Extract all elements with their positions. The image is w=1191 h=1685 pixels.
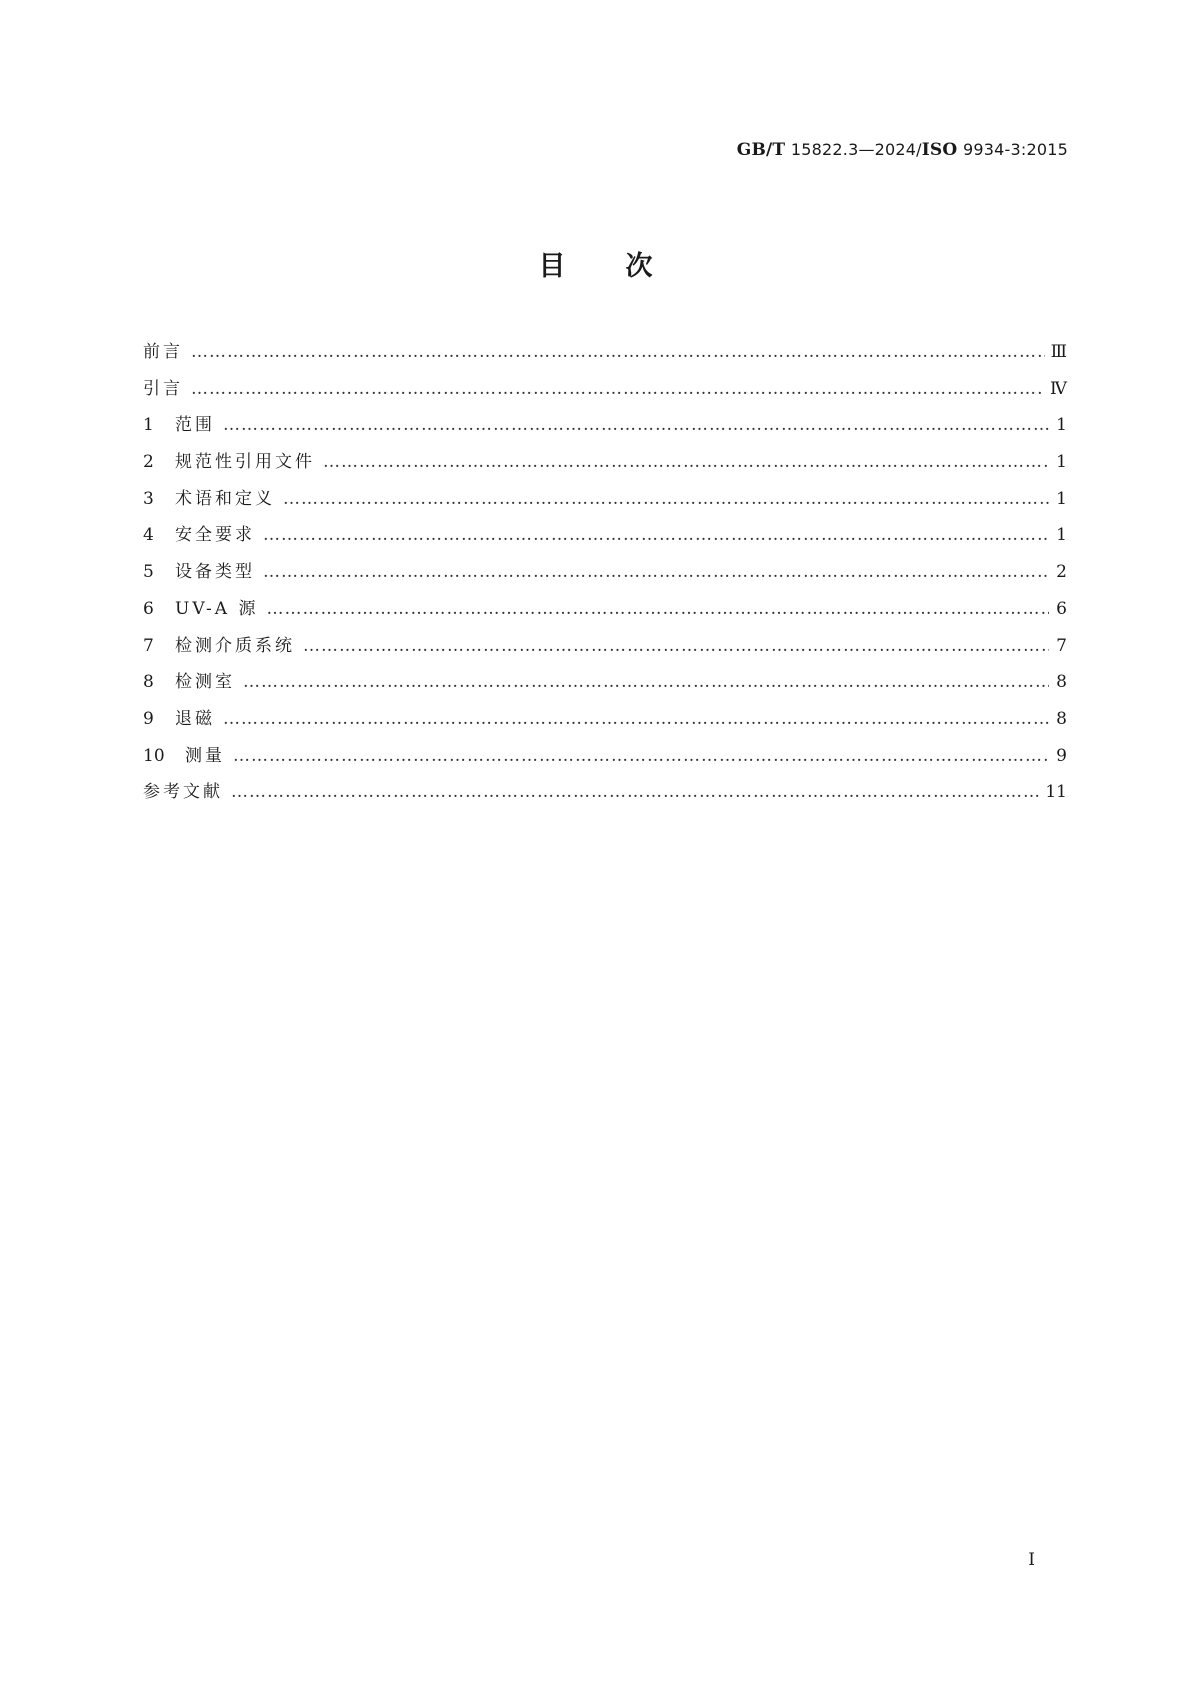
toc-item-number: 2 [143,452,154,473]
toc-item-number: 8 [143,672,154,693]
toc-item-demagnetization[interactable] [143,704,1067,741]
toc-item-page: Ⅲ [1050,342,1067,362]
toc-item-introduction[interactable] [143,374,1067,411]
toc-item-label: 规范性引用文件 [175,452,315,473]
dot-leader [323,452,1049,472]
toc-item-number: 5 [143,562,154,583]
toc-item-equipment-types[interactable] [143,557,1067,594]
toc-item-label: 引言 [143,378,183,399]
dot-leader [266,599,1049,619]
toc-item-page: 6 [1056,598,1067,619]
toc-item-label: 术语和定义 [175,488,275,509]
toc-item-label: UV-A 源 [175,598,259,619]
standard-prefix: GB/T [736,140,786,160]
toc-item-normative-references[interactable] [143,447,1067,484]
toc-item-number: 9 [143,708,154,729]
toc-item-page: 9 [1056,745,1067,766]
toc-item-number: 6 [143,598,154,619]
toc-item-label: 检测介质系统 [175,635,295,656]
toc-item-number: 10 [143,745,165,766]
toc-item-page: Ⅳ [1050,378,1067,399]
toc-item-number: 4 [143,525,154,546]
dot-leader [303,636,1049,656]
toc-item-label: 前言 [143,342,183,362]
toc-item-label: 参考文献 [143,782,223,803]
toc-item-label: 设备类型 [175,562,255,583]
standard-number: 15822.3—2024/ [790,140,922,159]
toc-item-number: 1 [143,415,154,436]
toc-item-label: 范围 [175,415,215,436]
toc-item-number: 7 [143,635,154,656]
toc-item-page: 2 [1056,562,1067,583]
dot-leader [263,525,1049,545]
toc-item-number: 3 [143,488,154,509]
dot-leader [223,709,1049,729]
toc-item-page: 1 [1056,415,1067,436]
standard-identifier [737,140,1068,160]
toc-item-page: 1 [1056,452,1067,473]
iso-number: 9934-3:2015 [963,140,1068,159]
dot-leader [263,562,1049,582]
toc-item-label: 测量 [185,745,225,766]
toc-item-page: 11 [1045,782,1067,803]
page-title: 目次 [538,251,713,282]
dot-leader [233,746,1049,766]
dot-leader [191,379,1044,399]
dot-leader [223,415,1049,435]
toc-item-bibliography[interactable] [143,777,1067,814]
toc-item-safety-requirements[interactable] [143,520,1067,557]
toc-item-page: 7 [1056,635,1067,656]
toc-item-label: 安全要求 [175,525,255,546]
toc-item-page: 8 [1056,672,1067,693]
toc-item-scope[interactable] [143,410,1067,447]
toc-item-foreword[interactable] [143,337,1067,374]
toc-item-label: 检测室 [175,672,235,693]
table-of-contents [143,337,1067,814]
toc-item-terms-definitions[interactable] [143,484,1067,521]
dot-leader [243,672,1049,692]
toc-item-page: 1 [1056,488,1067,509]
toc-item-detection-media-systems[interactable] [143,631,1067,668]
iso-prefix: ISO [921,140,958,160]
toc-item-inspection-booth[interactable] [143,667,1067,704]
page-number: Ⅰ [1028,1550,1035,1570]
dot-leader [283,489,1049,509]
dot-leader [231,782,1039,802]
toc-item-uva-source[interactable] [143,594,1067,631]
dot-leader [191,342,1045,362]
toc-item-page: 8 [1056,708,1067,729]
toc-item-page: 1 [1056,525,1067,546]
toc-item-label: 退磁 [175,708,215,729]
toc-item-measurements[interactable] [143,741,1067,778]
